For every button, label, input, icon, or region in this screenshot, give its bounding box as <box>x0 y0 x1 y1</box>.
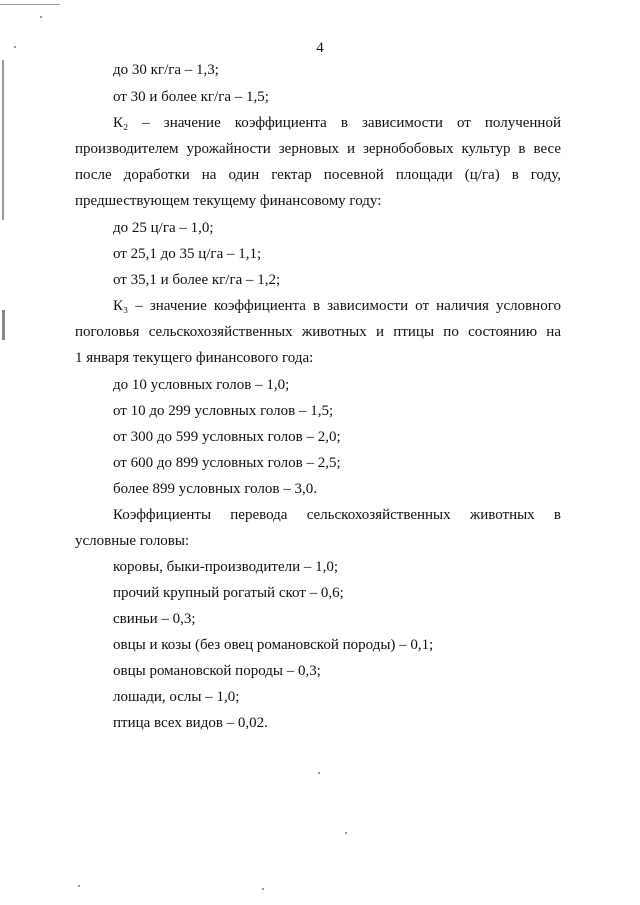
text-line: от 25,1 до 35 ц/га – 1,1; <box>113 246 262 262</box>
text-line: от 10 до 299 условных голов – 1,5; <box>113 403 334 419</box>
paragraph-line: после доработки на один гектар посевной площади (ц/га) в году, <box>75 167 561 183</box>
text-line: до 30 кг/га – 1,3; <box>113 62 219 78</box>
paragraph-line: производителем урожайности зерновых и зернобобовых культур в весе <box>75 141 561 157</box>
scan-speck <box>262 888 264 890</box>
paragraph-line: К₂ – значение коэффициента в зависимости от полученной <box>113 115 561 131</box>
paragraph-line: К₃ – значение коэффициента в зависимости от наличия условного <box>113 298 561 314</box>
text-line: овцы и козы (без овец романовской породы) – 0,1; <box>113 637 434 653</box>
text-line: коровы, быки-производители – 1,0; <box>113 559 339 575</box>
text-line: предшествующем текущему финансовому году: <box>75 193 382 209</box>
scan-edge-mark <box>2 60 4 220</box>
scan-speck <box>40 16 42 18</box>
scan-speck <box>78 885 80 887</box>
scan-speck <box>318 772 320 774</box>
text-line: от 300 до 599 условных голов – 2,0; <box>113 429 341 445</box>
text-line: от 600 до 899 условных голов – 2,5; <box>113 455 341 471</box>
text-line: свиньи – 0,3; <box>113 611 196 627</box>
text-line: более 899 условных голов – 3,0. <box>113 481 317 497</box>
page-number: 4 <box>316 40 324 56</box>
text-line: 1 января текущего финансового года: <box>75 350 314 366</box>
scan-edge-mark <box>0 4 60 5</box>
text-line: условные головы: <box>75 533 190 549</box>
text-line: до 25 ц/га – 1,0; <box>113 220 214 236</box>
text-line: лошади, ослы – 1,0; <box>113 689 240 705</box>
text-line: прочий крупный рогатый скот – 0,6; <box>113 585 344 601</box>
paragraph-line: поголовья сельскохозяйственных животных и птицы по состоянию на <box>75 324 561 340</box>
text-line: до 10 условных голов – 1,0; <box>113 377 290 393</box>
text-line: от 30 и более кг/га – 1,5; <box>113 89 269 105</box>
scan-speck <box>345 832 347 834</box>
text-line: от 35,1 и более кг/га – 1,2; <box>113 272 281 288</box>
paragraph-line: Коэффициенты перевода сельскохозяйственных животных в <box>113 507 561 523</box>
scan-edge-mark <box>2 310 5 340</box>
text-line: птица всех видов – 0,02. <box>113 715 268 731</box>
text-line: овцы романовской породы – 0,3; <box>113 663 321 679</box>
